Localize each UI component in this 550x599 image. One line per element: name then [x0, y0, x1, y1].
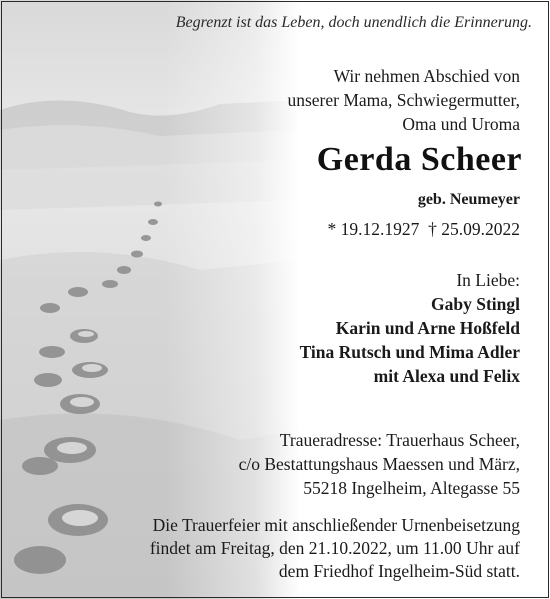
motto: Begrenzt ist das Leben, doch unendlich die Erinnerung. — [175, 14, 532, 31]
address-line: c/o Bestattungshaus Maessen und März, — [238, 454, 520, 474]
farewell-line: unserer Mama, Schwiegermutter, — [287, 90, 520, 110]
ceremony-line: dem Friedhof Ingelheim-Süd statt. — [278, 561, 520, 581]
mourners-label: In Liebe: — [456, 270, 520, 290]
mourners-list — [300, 292, 520, 388]
farewell-line: Oma und Uroma — [402, 114, 520, 134]
address-line: Traueradresse: Trauerhaus Scheer, — [279, 430, 520, 450]
address-line: 55218 Ingelheim, Altegasse 55 — [303, 478, 520, 498]
deceased-name: Gerda Scheer — [316, 141, 522, 178]
ceremony-line: findet am Freitag, den 21.10.2022, um 11.00 Uhr auf — [149, 538, 520, 558]
mourner-name: Tina Rutsch und Mima Adler — [299, 342, 520, 362]
mourner-name: Gaby Stingl — [431, 294, 520, 314]
mourner-name: mit Alexa und Felix — [373, 366, 520, 386]
mourner-name: Karin und Arne Hoßfeld — [335, 318, 520, 338]
birth-name: geb. Neumeyer — [417, 191, 520, 208]
farewell-line: Wir nehmen Abschied von — [333, 66, 520, 86]
mourning-address — [239, 428, 520, 500]
farewell-text — [287, 64, 520, 136]
ceremony-info — [150, 514, 520, 583]
life-dates: * 19.12.1927 † 25.09.2022 — [327, 219, 520, 239]
ceremony-line: Die Trauerfeier mit anschließender Urnenbeisetzung — [152, 515, 520, 535]
